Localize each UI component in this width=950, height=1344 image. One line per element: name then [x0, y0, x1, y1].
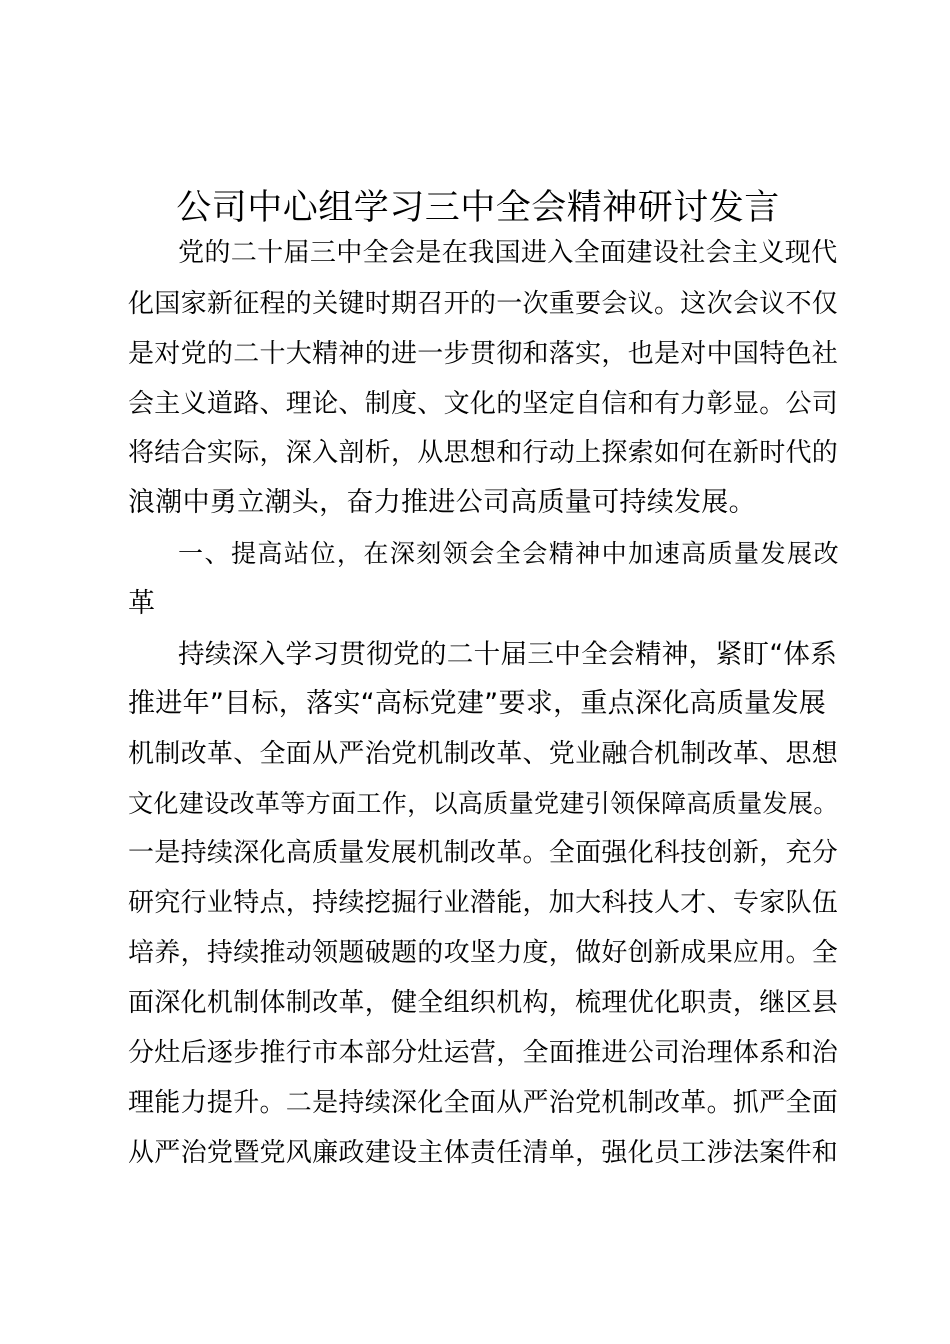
text-line: 培养，持续推动领题破题的攻坚力度，做好创新成果应用。全	[128, 938, 839, 968]
text-line: 将结合实际，深入剖析，从思想和行动上探索如何在新时代的	[128, 438, 839, 468]
text-line: 浪潮中勇立潮头，奋力推进公司高质量可持续发展。	[128, 487, 756, 518]
document-title: 公司中心组学习三中全会精神研讨发言	[176, 188, 780, 228]
text-line: 化国家新征程的关键时期召开的一次重要会议。这次会议不仅	[128, 289, 839, 319]
text-line: 面深化机制体制改革，健全组织机构，梳理优化职责，继区县	[128, 988, 839, 1018]
text-line: 从严治党暨党风廉政建设主体责任清单，强化员工涉法案件和	[128, 1138, 839, 1168]
text-line: 机制改革、全面从严治党机制改革、党业融合机制改革、思想	[128, 739, 839, 769]
section-heading: 一、提高站位，在深刻领会全会精神中加速高质量发展改	[178, 539, 840, 568]
text-line: 是对党的二十大精神的进一步贯彻和落实，也是对中国特色社	[128, 339, 839, 369]
text-line: 文化建设改革等方面工作，以高质量党建引领保障高质量发展。	[128, 789, 839, 818]
text-line: 一是持续深化高质量发展机制改革。全面强化科技创新，充分	[128, 838, 839, 868]
text-line: 会主义道路、理论、制度、文化的坚定自信和有力彰显。公司	[128, 389, 839, 419]
text-line: 理能力提升。二是持续深化全面从严治党机制改革。抓严全面	[128, 1088, 839, 1118]
text-line: 持续深入学习贯彻党的二十届三中全会精神，紧盯“体系	[178, 639, 838, 670]
text-line: 推进年”目标，落实“高标党建”要求，重点深化高质量发展	[128, 688, 827, 719]
text-line: 分灶后逐步推行市本部分灶运营，全面推进公司治理体系和治	[128, 1038, 839, 1068]
section-heading-continuation: 革	[128, 588, 156, 619]
text-line: 党的二十届三中全会是在我国进入全面建设社会主义现代	[178, 238, 838, 268]
text-line: 研究行业特点，持续挖掘行业潜能，加大科技人才、专家队伍	[128, 888, 839, 918]
